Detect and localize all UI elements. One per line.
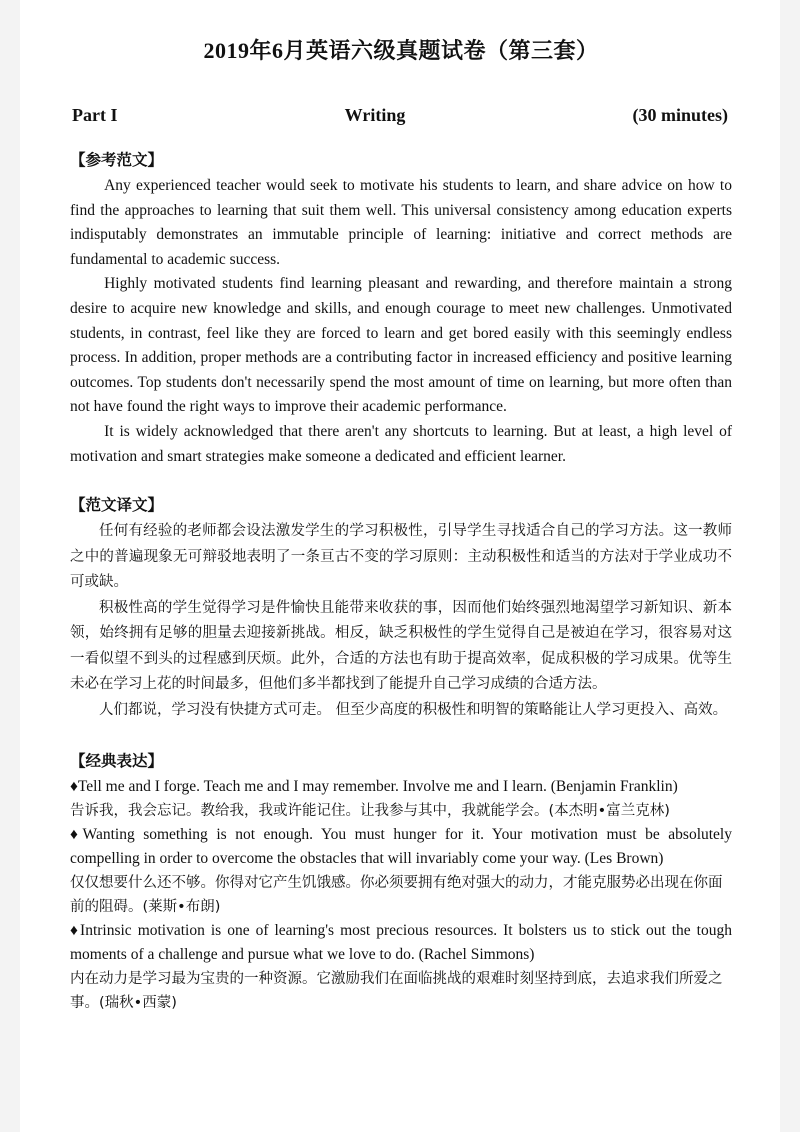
part-name: Writing [344,105,406,125]
sample-essay-section [70,148,732,469]
expression-quote-en: ♦Wanting something is not enough. You must hunger for it. Your motivation must be absolutely compelling in order to overcome the obstacles that will invariably come your way. (Les Brown) [70,826,732,868]
expression-quote-en: ♦Tell me and I forge. Teach me and I may remember. Involve me and I learn. (Benjamin Franklin) [70,778,678,796]
sample-paragraph-1: Any experienced teacher would seek to motivate his students to learn, and share advice on how to find the approaches to learning that suit them well. This universal consistency among education experts indisputably demonstrates an immutable principle of learning: initiative and correct methods are fundamental to academic success. [70,177,732,268]
translation-heading: 【范文译文】 [70,497,164,515]
part-time: (30 minutes) [632,105,728,125]
expression-item [70,823,732,919]
sample-paragraph-2: Highly motivated students find learning pleasant and rewarding, and therefore maintain a strong desire to acquire new knowledge and skills, and enough courage to meet new challenges. Unmotivated students, in contrast, feel like they are forced to learn and get bored easily with this seemingly endless process. In addition, proper methods are a contributing factor in increased efficiency and positive learning outcomes. Top students don't necessarily spend the most amount of time on learning, but more often than not have found the right ways to improve their academic performance. [70,275,732,416]
expressions-section [70,749,732,1015]
translation-paragraph-1: 任何有经验的老师都会设法激发学生的学习积极性，引导学生寻找适合自己的学习方法。这一教师之中的普遍现象无可辩驳地表明了一条亘古不变的学习原则：主动积极性和适当的方法对于学业成功不可或缺。 [70,523,732,591]
expression-quote-en: ♦Intrinsic motivation is one of learning's most precious resources. It bolsters us to stick out the tough moments of a challenge and pursue what we love to do. (Rachel Simmons) [70,922,732,964]
translation-paragraph-2: 积极性高的学生觉得学习是件愉快且能带来收获的事，因而他们始终强烈地渴望学习新知识、新本领，始终拥有足够的胆量去迎接新挑战。相反，缺乏积极性的学生觉得自己是被迫在学习，很容易对这一看似望不到头的过程感到厌烦。此外，合适的方法也有助于提高效率，促成积极的学习成果。优等生未必在学习上花的时间最多，但他们多半都找到了能提升自己学习成绩的合适方法。 [70,599,732,693]
expression-quote-zh: 内在动力是学习最为宝贵的一种资源。它激励我们在面临挑战的艰难时刻坚持到底，去追求我们所爱之事。(瑞秋•西蒙) [70,971,723,1012]
translation-section [70,493,732,723]
expression-quote-zh: 仅仅想要什么还不够。你得对它产生饥饿感。你必须要拥有绝对强大的动力，才能克服势必出现在你面前的阻碍。(莱斯•布朗) [70,875,723,916]
expression-item [70,919,732,1015]
page-title: 2019年6月英语六级真题试卷（第三套） [203,38,599,63]
exam-page [20,0,780,1132]
part-number: Part I [72,105,118,125]
expression-item [70,775,732,823]
translation-paragraph-3: 人们都说，学习没有快捷方式可走。 但至少高度的积极性和明智的策略能让人学习更投入、高效。 [99,701,728,718]
part-header [70,105,732,126]
sample-essay-heading: 【参考范文】 [70,152,164,169]
expressions-heading: 【经典表达】 [70,753,164,771]
sample-paragraph-3: It is widely acknowledged that there aren't any shortcuts to learning. But at least, a high level of motivation and smart strategies make someone a dedicated and efficient learner. [70,422,732,465]
expression-quote-zh: 告诉我，我会忘记。教给我，我或许能记住。让我参与其中，我就能学会。(本杰明•富兰克林) [70,803,670,820]
